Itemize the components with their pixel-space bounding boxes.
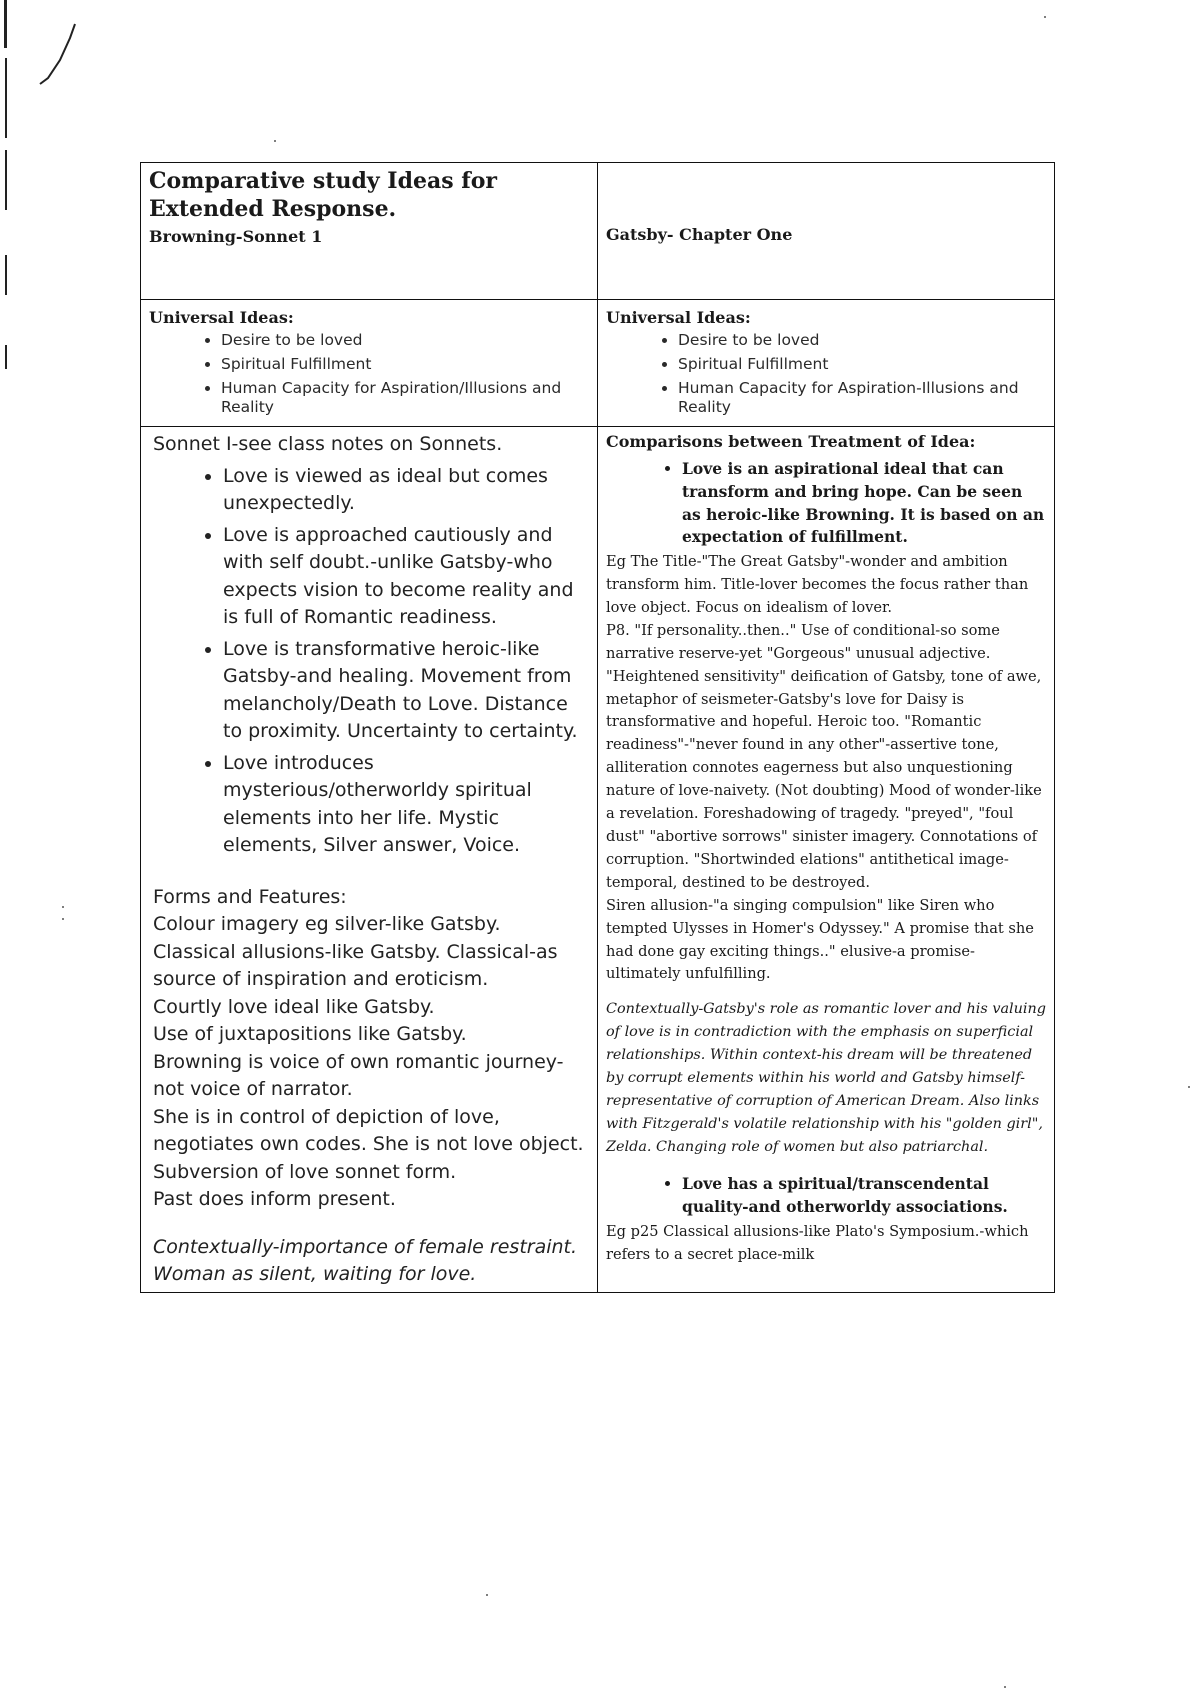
scan-speck [1188,1086,1190,1088]
content-row [141,427,1055,1293]
gatsby-cell [598,427,1055,1293]
scan-speck [1044,16,1046,18]
list-item: • Human Capacity for Aspiration/Illusions and Reality [221,379,589,417]
forms-line: Use of juxtapositions like Gatsby. [153,1023,467,1045]
universal-right-cell [598,300,1055,427]
forms-features-label: Forms and Features: [153,885,347,908]
scan-mark [5,255,7,295]
forms-line: Past does inform present. [153,1188,396,1210]
comparison-bullet-list [606,458,1046,549]
comparison-bullet-list [606,1173,1046,1219]
universal-ideas-row [141,300,1055,427]
list-item: • Spiritual Fulfillment [678,355,1046,374]
scan-speck [62,906,64,908]
header-left-cell [141,163,598,300]
scan-speck [486,1594,488,1596]
forms-line: Subversion of love sonnet form. [153,1160,457,1183]
text-title-right: Gatsby- Chapter One [606,225,793,244]
comparisons-label: Comparisons between Treatment of Idea: [606,432,976,451]
universal-ideas-label: Universal Ideas: [606,308,751,327]
sonnet-bullets [153,463,589,860]
forms-line: She is in control of depiction of love, negotiates own codes. She is not love object. [153,1105,584,1155]
header-right-cell [598,163,1055,300]
context-note-right: Contextually-Gatsby's role as romantic lover and his valuing of love is in contradiction with the emphasis on superficial relationships. Within context-his dream will be threatened by corrupt elements within his world and Gatsby himself-representative of corruption of American Dream. Also links with Fitzgerald's volatile relationship with his "golden girl", Zelda. Changing role of women but also patriarchal. [606,1001,1047,1156]
universal-ideas-list [606,331,1046,417]
forms-line: Colour imagery eg silver-like Gatsby. [153,913,501,935]
forms-line: Classical allusions-like Gatsby. Classical-as source of inspiration and eroticism. [153,940,558,990]
text-title-left: Browning-Sonnet 1 [149,227,323,246]
list-item: • Love introduces mysterious/otherworldy spiritual elements into her life. Mystic elements, Silver answer, Voice. [223,750,589,860]
list-item: • Love has a spiritual/transcendental quality-and otherworldy associations. [682,1173,1046,1219]
paragraph: Eg p25 Classical allusions-like Plato's Symposium.-which refers to a secret place-milk [606,1222,1029,1263]
document-title: Comparative study Ideas for Extended Response. [149,168,497,222]
scan-mark [4,0,7,48]
paragraph: P8. "If personality..then.." Use of conditional-so some narrative reserve-yet "Gorgeous" unusual adjective. "Heightened sensitivity" deification of Gatsby, tone of awe, metaphor of seismeter-Gatsby's love for Daisy is transformative and hopeful. Heroic too. "Romantic readiness"-"never found in any other"-assertive tone, alliteration connotes eagerness but also unquestioning nature of love-naivety. (Not doubting) Mood of wonder-like a revelation. Foreshadowing of tragedy. "preyed", "foul dust" "abortive sorrows" sinister imagery. Connotations of corruption. "Shortwinded elations" antithetical image-temporal, destined to be destroyed. [606,621,1042,891]
forms-line: Courtly love ideal like Gatsby. [153,995,435,1018]
scan-speck [1004,1686,1006,1688]
universal-ideas-list [149,331,589,417]
scan-mark [5,58,7,138]
universal-ideas-label: Universal Ideas: [149,308,294,327]
list-item: • Human Capacity for Aspiration-Illusions and Reality [678,379,1046,417]
list-item: • Desire to be loved [221,331,589,350]
list-item: • Love is viewed as ideal but comes unexpectedly. [223,463,589,518]
list-item: • Spiritual Fulfillment [221,355,589,374]
browning-cell [141,427,598,1293]
list-item: • Desire to be loved [678,331,1046,350]
list-item: • Love is approached cautiously and with self doubt.-unlike Gatsby-who expects vision to become reality and is full of Romantic readiness. [223,522,589,632]
header-row [141,163,1055,300]
scan-mark [5,345,7,369]
paragraph: Siren allusion-"a singing compulsion" like Siren who tempted Ulysses in Homer's Odyssey." A promise that she had done gay exciting things.." elusive-a promise-ultimately unfulfilling. [606,896,1034,983]
sonnet-intro: Sonnet I-see class notes on Sonnets. [153,433,503,455]
context-note-left: Contextually-importance of female restraint. Woman as silent, waiting for love. [153,1235,578,1285]
scan-speck [274,140,276,142]
scan-speck [62,918,64,920]
universal-left-cell [141,300,598,427]
forms-line: Browning is voice of own romantic journey-not voice of narrator. [153,1050,564,1100]
pen-stroke-mark [30,20,80,90]
comparison-table [140,162,1055,1293]
list-item: • Love is transformative heroic-like Gatsby-and healing. Movement from melancholy/Death to Love. Distance to proximity. Uncertainty to certainty. [223,636,589,746]
paragraph: Eg The Title-"The Great Gatsby"-wonder and ambition transform him. Title-lover becomes the focus rather than love object. Focus on idealism of lover. [606,553,1029,616]
list-item: • Love is an aspirational ideal that can transform and bring hope. Can be seen as heroic-like Browning. It is based on an expectation of fulfillment. [682,458,1046,549]
scan-mark [5,150,7,210]
